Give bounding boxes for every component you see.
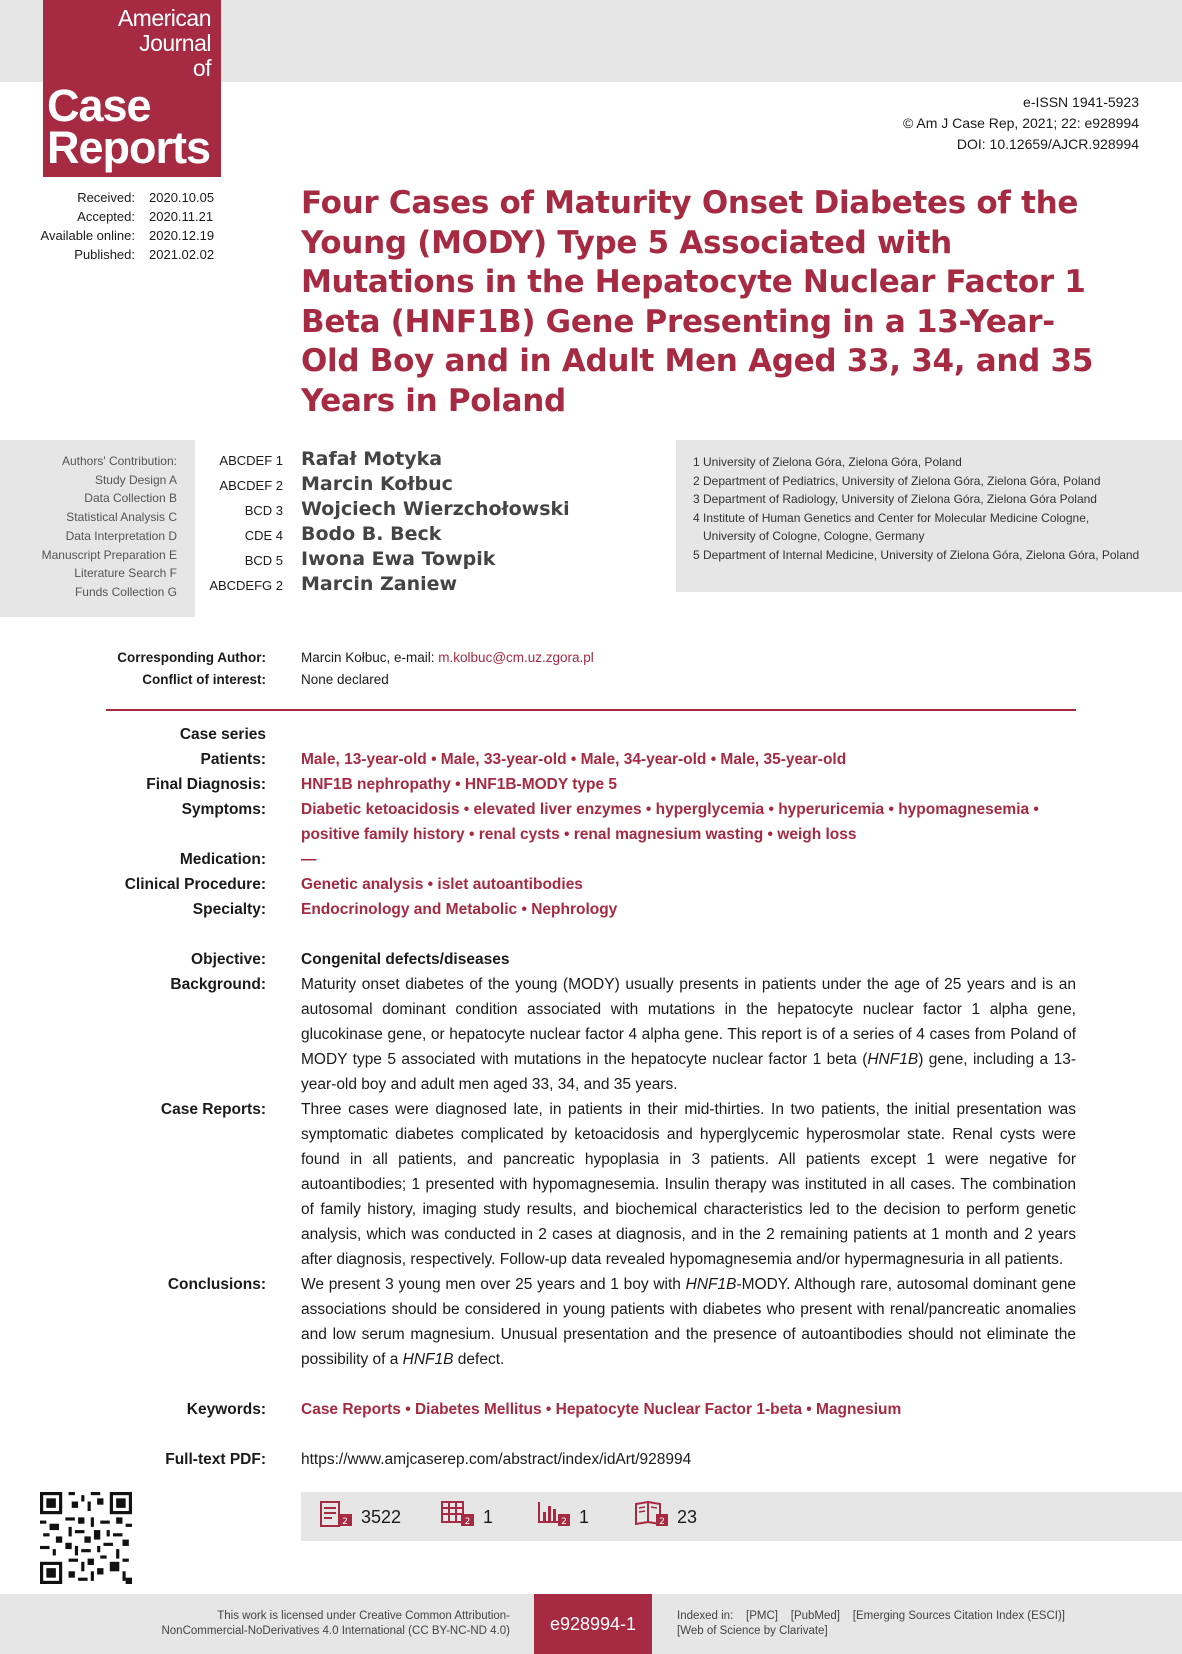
svg-text:2: 2 xyxy=(342,1517,348,1527)
eissn: e-ISSN 1941-5923 xyxy=(1023,94,1139,110)
author-row xyxy=(196,498,570,523)
indexed-line: Indexed in: [PMC] [PubMed] [Emerging Sources Citation Index (ESCI)] xyxy=(677,1610,1065,1622)
reference-count xyxy=(635,1500,697,1528)
author-row xyxy=(196,473,570,498)
case-reports-text: Three cases were diagnosed late, in patients in their mid-thirties. In two patients, the initial presentation was symptomatic diabetes complicated by ketoacidosis and hyperglycemic hyperosmolar state. Renal cysts were found in all patients, and pancreatic hypoplasia in 3 patients. All patients except 1 were negative for autoantibodies; 1 presented with hypomagnesemia. Insulin therapy was instituted in all cases. The combination of family history, imaging study results, and biochemical characteristics led to the decision to perform genetic analysis, which was conducted in 2 cases at diagnosis, and in the 2 remaining patients at 1 month and 2 years after diagnosis, respectively. Follow-up data revealed hypomagnesemia and/or hypermagnesuria in all patients. xyxy=(301,1101,1076,1268)
citation: © Am J Case Rep, 2021; 22: e928994 xyxy=(902,115,1139,131)
symptoms-label: Symptoms: xyxy=(181,801,266,818)
date-value: 2020.10.05 xyxy=(149,190,215,205)
figure-count-icon xyxy=(537,1500,571,1528)
contribution-item: Data Collection B xyxy=(84,491,177,506)
publication-dates xyxy=(20,188,214,264)
license-line: This work is licensed under Creative Common Attribution- xyxy=(217,1610,510,1622)
conclusions-text xyxy=(301,1272,1076,1372)
objective-value: Congenital defects/diseases xyxy=(301,951,510,968)
patients-label: Patients: xyxy=(200,751,266,768)
background-part: ) gene, including a 13-year-old boy and adult men aged 33, 34, and 35 years. xyxy=(301,1051,1076,1093)
gene-name: HNF1B xyxy=(685,1276,737,1293)
reference-count-value: 23 xyxy=(677,1507,698,1527)
affiliation-item: University of Cologne, Cologne, Germany xyxy=(703,529,925,544)
date-label: Received: xyxy=(77,190,135,205)
conclusions-part: We present 3 young men over 25 years and 1 boy with xyxy=(301,1276,686,1293)
issn-block xyxy=(903,92,1139,155)
word-count-icon xyxy=(319,1500,353,1528)
conflict-label: Conflict of interest: xyxy=(142,672,266,687)
indexed-in xyxy=(677,1609,1157,1639)
background-part: Maturity onset diabetes of the young (MODY) usually presents in patients under the age of 25 years and is an autosomal dominant condition associated with mutations in the hepatocyte nuclear factor 1 alpha gene, glucokinase gene, or hepatocyte nuclear factor 4 alpha gene. This report is of a series of 4 cases from Poland of MODY type 5 associated with mutations in the hepatocyte nuclear factor 1 beta ( xyxy=(301,976,1076,1068)
author-row xyxy=(196,448,570,473)
gene-name: HNF1B xyxy=(402,1351,454,1368)
author-row xyxy=(196,573,570,598)
table-count-value: 1 xyxy=(483,1507,494,1527)
author-row xyxy=(196,523,570,548)
svg-text:2: 2 xyxy=(464,1517,471,1527)
corresponding-email-link[interactable]: m.kolbuc@cm.uz.zgora.pl xyxy=(438,650,594,665)
article-title: Four Cases of Maturity Onset Diabetes of the Young (MODY) Type 5 Associated with Mutations in the Hepatocyte Nuclear Factor 1 Beta (HNF1B) Gene Presenting in a 13-Year-Old Boy and in Adult Men Aged 33, 34, and 35 Years in Poland xyxy=(301,185,1094,419)
keywords-value[interactable]: Case Reports • Diabetes Mellitus • Hepatocyte Nuclear Factor 1-beta • Magnesium xyxy=(301,1401,902,1418)
contributions-legend xyxy=(0,452,177,602)
date-value: 2021.02.02 xyxy=(149,247,215,262)
date-label: Accepted: xyxy=(77,209,135,224)
logo-line-of: of xyxy=(192,55,211,81)
doi[interactable]: DOI: 10.12659/AJCR.928994 xyxy=(956,136,1139,152)
word-count xyxy=(319,1500,401,1528)
figure-count xyxy=(537,1500,589,1528)
background-label: Background: xyxy=(170,976,266,993)
word-count-value: 3522 xyxy=(361,1507,402,1527)
svg-text:2: 2 xyxy=(659,1517,665,1527)
author-name: Marcin Kołbuc xyxy=(301,473,453,495)
contribution-item: Statistical Analysis C xyxy=(66,510,177,525)
author-row xyxy=(196,548,570,573)
correspondence-block xyxy=(0,647,1182,691)
author-name: Rafał Motyka xyxy=(301,448,443,470)
license-text[interactable] xyxy=(120,1609,510,1639)
contribution-item: Manuscript Preparation E xyxy=(41,547,177,562)
section-divider xyxy=(106,709,1076,711)
affiliation-item: 1 University of Zielona Góra, Zielona Góra, Poland xyxy=(693,455,962,469)
medication-value: — xyxy=(301,851,317,868)
corresponding-author: Marcin Kołbuc, e-mail: xyxy=(301,650,439,665)
affiliation-item: 5 Department of Internal Medicine, University of Zielona Góra, Zielona Góra, Poland xyxy=(693,547,1140,562)
case-reports-label: Case Reports: xyxy=(160,1101,266,1118)
pdf-label: Full-text PDF: xyxy=(165,1451,266,1468)
specialty-label: Specialty: xyxy=(192,901,266,918)
affiliation-item: 2 Department of Pediatrics, University of Zielona Góra, Zielona Góra, Poland xyxy=(693,473,1101,488)
contribution-item: Literature Search F xyxy=(74,566,177,581)
author-role: CDE 4 xyxy=(244,528,283,543)
author-name: Iwona Ewa Towpik xyxy=(301,548,496,570)
conclusions-label: Conclusions: xyxy=(167,1276,266,1293)
table-count-icon xyxy=(441,1500,475,1528)
author-role: BCD 5 xyxy=(244,553,283,568)
logo-line-reports: Reports xyxy=(47,122,211,173)
contribution-item: Funds Collection G xyxy=(74,584,177,599)
indexed-line: [Web of Science by Clarivate] xyxy=(677,1625,828,1637)
logo-line-case: Case xyxy=(47,80,151,131)
keywords-label: Keywords: xyxy=(186,1401,266,1418)
procedure-label: Clinical Procedure: xyxy=(124,876,266,893)
article-stats-bar xyxy=(301,1492,1182,1541)
table-count xyxy=(441,1500,493,1528)
contribution-item: Authors' Contribution: xyxy=(61,454,177,468)
contribution-item: Data Interpretation D xyxy=(65,528,177,543)
author-name: Marcin Zaniew xyxy=(301,573,458,595)
affiliation-item: 3 Department of Radiology, University of Zielona Góra, Zielona Góra Poland xyxy=(693,492,1097,507)
medication-label: Medication: xyxy=(179,851,266,868)
objective-label: Objective: xyxy=(191,951,266,968)
gene-name: HNF1B xyxy=(867,1051,919,1068)
author-name: Wojciech Wierzchołowski xyxy=(301,498,570,520)
author-name: Bodo B. Beck xyxy=(301,523,442,545)
figure-count-value: 1 xyxy=(579,1507,590,1527)
patients-value: Male, 13-year-old • Male, 33-year-old • Male, 34-year-old • Male, 35-year-old xyxy=(301,751,847,768)
symptoms-value: Diabetic ketoacidosis • elevated liver enzymes • hyperglycemia • hyperuricemia • hypomagnesemia • positive family history • renal cysts • renal magnesium wasting • weigh loss xyxy=(301,801,1039,843)
corresponding-label: Corresponding Author: xyxy=(117,650,266,665)
date-value: 2020.12.19 xyxy=(149,228,215,243)
reference-count-icon xyxy=(635,1500,669,1528)
page-id: e928994-1 xyxy=(534,1594,652,1654)
logo-line-american: American xyxy=(117,5,211,31)
author-role: ABCDEF 2 xyxy=(219,478,283,493)
conflict-value: None declared xyxy=(301,672,389,687)
abstract xyxy=(0,722,1182,1472)
author-role: BCD 3 xyxy=(244,503,283,518)
author-list xyxy=(196,448,570,598)
pdf-link[interactable]: https://www.amjcaserep.com/abstract/index/idArt/928994 xyxy=(301,1451,692,1468)
specialty-value: Endocrinology and Metabolic • Nephrology xyxy=(301,901,618,918)
author-role: ABCDEF 1 xyxy=(219,453,283,468)
affiliation-item: 4 Institute of Human Genetics and Center for Molecular Medicine Cologne, xyxy=(693,510,1090,525)
contribution-item: Study Design A xyxy=(94,472,177,487)
conclusions-part: defect. xyxy=(453,1351,505,1368)
date-label: Published: xyxy=(74,247,135,262)
author-role: ABCDEFG 2 xyxy=(209,578,283,593)
date-value: 2020.11.21 xyxy=(149,209,214,224)
conclusions-part: -MODY. Although rare, autosomal dominant gene associations should be considered in young patients with diabetes who present with renal/pancreatic anomalies and low serum magnesium. Unusual presentation and the presence of autoantibodies should not eliminate the possibility of a xyxy=(301,1276,1076,1368)
journal-logo[interactable] xyxy=(43,0,221,177)
license-line: NonCommercial-NoDerivatives 4.0 International (CC BY-NC-ND 4.0) xyxy=(161,1625,510,1637)
svg-text:2: 2 xyxy=(561,1517,567,1527)
case-series-label: Case series xyxy=(179,726,266,743)
affiliations xyxy=(693,453,1173,565)
logo-line-journal: Journal xyxy=(139,30,211,56)
qr-code[interactable] xyxy=(40,1492,132,1584)
diagnosis-value: HNF1B nephropathy • HNF1B-MODY type 5 xyxy=(301,776,618,793)
date-label: Available online: xyxy=(40,228,135,243)
background-text xyxy=(301,972,1076,1097)
procedure-value: Genetic analysis • islet autoantibodies xyxy=(301,876,583,893)
diagnosis-label: Final Diagnosis: xyxy=(146,776,266,793)
